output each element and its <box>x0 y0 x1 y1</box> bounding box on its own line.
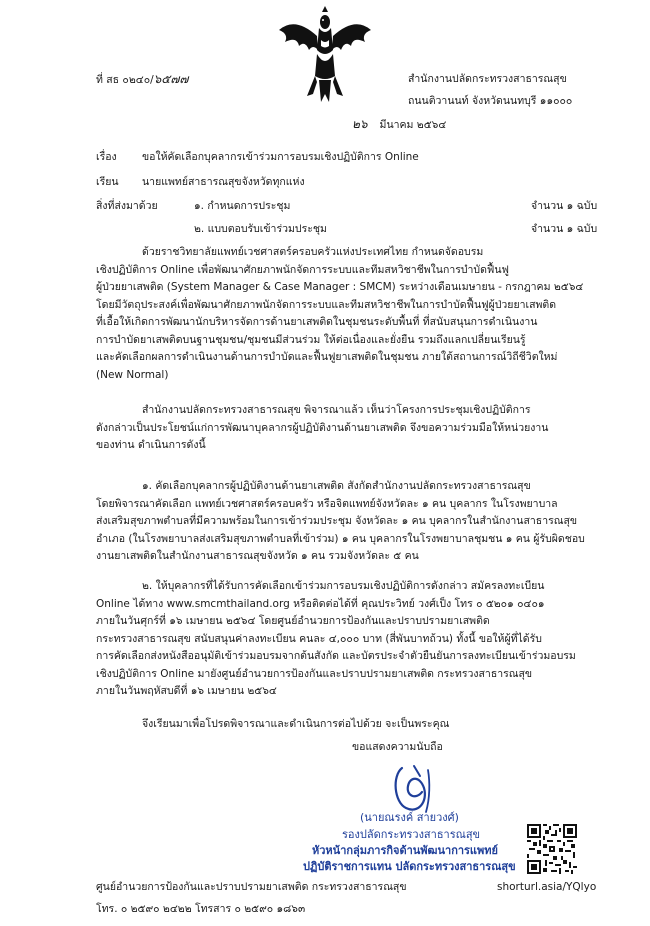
garuda-emblem-icon <box>275 6 375 104</box>
body-paragraph-3: ๑. คัดเลือกบุคลากรผู้ปฏิบัติงานด้านยาเสพติด สังกัดสำนักงานปลัดกระทรวงสาธารณสุข โดยพิจารณาคัดเลือก แพทย์เวชศาสตร์ครอบครัว หรือจิตแพทย์จังหวัดละ ๑ คน บุคลากร ในโรงพยาบาล ส่งเสริมสุขภาพตำบลที่มีความพร้อมในการเข้าร่วมประชุม จังหวัดละ ๑ คน บุคลากรในสำนักงานสาธารณสุข อำเภอ (ในโรงพยาบาลส่งเสริมสุขภาพตำบลที่เข้าร่วม) ๑ คน บุคลากรในโรงพยาบาลชุมชน ๑ คน ผู้รับผิดชอบ งานยาเสพติดในสำนักงานสาธารณสุขจังหวัด ๑ คน รวมจังหวัดละ ๕ คน <box>96 480 585 562</box>
doc-number: ที่ สธ ๐๒๔๐/๖๕๗๗ <box>96 72 189 86</box>
letter-date: ๒๖ มีนาคม ๒๕๖๔ <box>352 117 447 131</box>
enclosure-qty-2: จำนวน ๑ ฉบับ <box>531 223 598 235</box>
enclosure-qty-1: จำนวน ๑ ฉบับ <box>531 200 598 212</box>
org-name: สำนักงานปลัดกระทรวงสาธารณสุข <box>408 73 567 85</box>
subject-text: ขอให้คัดเลือกบุคลากรเข้าร่วมการอบรมเชิงปฏิบัติการ Online <box>142 151 419 163</box>
footer-short-url: shorturl.asia/YQlyo <box>497 881 597 893</box>
doc-number-handwritten: ๖๕๗๗ <box>153 72 189 86</box>
enclosure-item-2: ๒. แบบตอบรับเข้าร่วมประชุม <box>194 223 327 235</box>
recipient-label: เรียน <box>96 176 119 188</box>
subject-label: เรื่อง <box>96 151 117 163</box>
body-paragraph-4: ๒. ให้บุคลากรที่ได้รับการคัดเลือกเข้าร่วมการอบรมเชิงปฏิบัติการดังกล่าว สมัครลงทะเบียน Online ได้ทาง www.smcmthailand.org หรือติดต่อได้ที่ คุณประวิทย์ วงศ์เป็ง โทร ๐ ๕๒๐๑ ๐๔๐๑ ภายในวันศุกร์ที่ ๑๖ เมษายน ๒๕๖๔ โดยศูนย์อำนวยการป้องกันและปราบปรามยาเสพติด กระทรวงสาธารณสุข สนับสนุนค่าลงทะเบียน คนละ ๔,๐๐๐ บาท (สี่พันบาทถ้วน) ทั้งนี้ ขอให้ผู้ที่ได้รับ การคัดเลือกส่งหนังสืออนุมัติเข้าร่วมอบรมจากต้นสังกัด และบัตรประจำตัวยืนยันการลงทะเบียนเข้าร่วมอบรม เชิงปฏิบัติการ Online มายังศูนย์อำนวยการป้องกันและปราบปรามยาเสพติด กระทรวงสาธารณสุข ภายในวันพฤหัสบดีที่ ๑๖ เมษายน ๒๕๖๔ <box>96 580 576 697</box>
closing-phrase: ขอแสดงความนับถือ <box>352 741 443 753</box>
date-day-handwritten: ๒๖ <box>352 117 368 131</box>
footer-office: ศูนย์อำนวยการป้องกันและปราบปรามยาเสพติด กระทรวงสาธารณสุข <box>96 881 407 893</box>
footer-phone: โทร. ๐ ๒๕๙๐ ๒๔๒๒ โทรสาร ๐ ๒๕๙๐ ๑๘๖๓ <box>96 903 306 915</box>
body-paragraph-1: ด้วยราชวิทยาลัยแพทย์เวชศาสตร์ครอบครัวแห่งประเทศไทย กำหนดจัดอบรม เชิงปฏิบัติการ Online เพื่อพัฒนาศักยภาพนักจัดการระบบและทีมสหวิชาชีพในการบำบัดฟื้นฟู ผู้ป่วยยาเสพติด (System Manager & Case Manager : SMCM) ระหว่างเดือนเมษายน - กรกฎาคม ๒๕๖๔ โดยมีวัตถุประสงค์เพื่อพัฒนาศักยภาพนักจัดการระบบและทีมสหวิชาชีพในการบำบัดฟื้นฟูผู้ป่วยยาเสพติด ที่เอื้อให้เกิดการพัฒนานักบริหารจัดการด้านยาเสพติดในชุมชนระดับพื้นที่ ที่สนับสนุนการดำเนินงาน การบำบัดยาเสพติดบนฐานชุมชน/ชุมชนมีส่วนร่วม ให้ต่อเนื่องและยั่งยืน รวมถึงแลกเปลี่ยนเรียนรู้ และคัดเลือกผลการดำเนินงานด้านการบำบัดและฟื้นฟูยาเสพติดในชุมชน ภายใต้สถานการณ์วิถีชีวิตใหม่ (New Normal) <box>96 246 584 381</box>
signer-title-1: รองปลัดกระทรวงสาธารณสุข <box>342 828 481 841</box>
signer-name: (นายณรงค์ สายวงศ์) <box>360 811 459 824</box>
signer-title-3: ปฏิบัติราชการแทน ปลัดกระทรวงสาธารณสุข <box>303 860 516 873</box>
enclosure-item-1: ๑. กำหนดการประชุม <box>194 200 291 212</box>
enclosures-label: สิ่งที่ส่งมาด้วย <box>96 200 158 212</box>
body-paragraph-5: จึงเรียนมาเพื่อโปรดพิจารณาและดำเนินการต่อไปด้วย จะเป็นพระคุณ <box>142 718 450 730</box>
qr-code-icon <box>527 824 577 874</box>
signer-title-2: หัวหน้ากลุ่มภารกิจด้านพัฒนาการแพทย์ <box>312 844 498 857</box>
org-address: ถนนติวานนท์ จังหวัดนนทบุรี ๑๑๐๐๐ <box>408 95 573 107</box>
body-paragraph-2: สำนักงานปลัดกระทรวงสาธารณสุข พิจารณาแล้ว เห็นว่าโครงการประชุมเชิงปฏิบัติการ ดังกล่าวเป็นประโยชน์แก่การพัฒนาบุคลากรผู้ปฏิบัติงานด้านยาเสพติด จึงขอความร่วมมือให้หน่วยงาน ของท่าน ดำเนินการดังนี้ <box>96 404 549 451</box>
recipient-text: นายแพทย์สาธารณสุขจังหวัดทุกแห่ง <box>142 176 305 188</box>
